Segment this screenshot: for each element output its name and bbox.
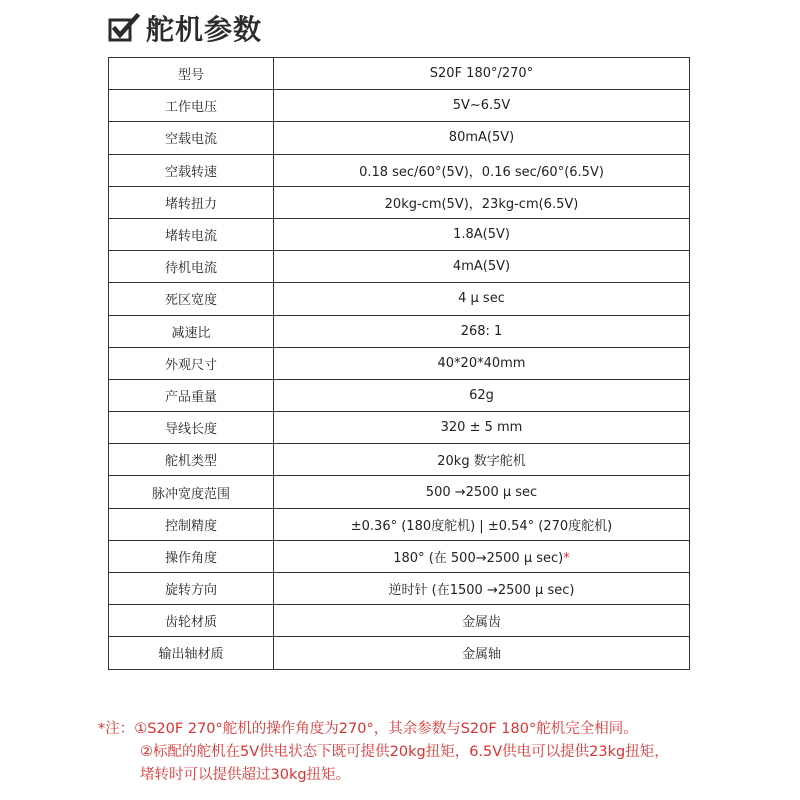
footnote-line: 堵转时可以提供超过30kg扭矩。 — [140, 767, 351, 783]
table-row — [109, 186, 690, 218]
spec-value: 4 μ sec — [458, 291, 505, 307]
spec-label: 堵转电流 — [109, 218, 274, 250]
table-row — [109, 637, 690, 669]
spec-label: 型号 — [109, 58, 274, 90]
spec-value-cell — [274, 637, 690, 669]
spec-value-cell — [274, 379, 690, 411]
spec-label: 控制精度 — [109, 508, 274, 540]
table-row — [109, 444, 690, 476]
table-row — [109, 605, 690, 637]
table-row — [109, 508, 690, 540]
spec-value: 金属齿 — [461, 615, 501, 631]
spec-label: 旋转方向 — [109, 573, 274, 605]
spec-label: 导线长度 — [109, 412, 274, 444]
spec-label: 空载电流 — [109, 122, 274, 154]
table-row — [109, 412, 690, 444]
check-icon — [108, 12, 140, 44]
spec-value: S20F 180°/270° — [429, 66, 534, 82]
spec-label: 空载转速 — [109, 154, 274, 186]
spec-label: 齿轮材质 — [109, 605, 274, 637]
table-row — [109, 251, 690, 283]
spec-value-cell — [274, 90, 690, 122]
spec-value: 320 ± 5 mm — [440, 420, 523, 436]
footnotes — [98, 718, 669, 787]
spec-label: 外观尺寸 — [109, 347, 274, 379]
spec-value: 0.18 sec/60°(5V)，0.16 sec/60°(6.5V) — [359, 164, 604, 180]
table-row — [109, 476, 690, 508]
spec-value-cell — [274, 412, 690, 444]
spec-label: 工作电压 — [109, 90, 274, 122]
table-row — [109, 540, 690, 572]
spec-label: 舵机类型 — [109, 444, 274, 476]
spec-value-cell — [274, 315, 690, 347]
spec-value: 1.8A(5V) — [453, 227, 510, 243]
spec-value: 180° (在 500→2500 μ sec) — [393, 550, 564, 566]
table-row — [109, 379, 690, 411]
spec-value: 62g — [469, 387, 494, 403]
spec-value-cell — [274, 251, 690, 283]
spec-value-cell — [274, 573, 690, 605]
spec-value-cell — [274, 444, 690, 476]
spec-value: 268: 1 — [460, 323, 503, 339]
spec-label: 脉冲宽度范围 — [109, 476, 274, 508]
spec-value: 20kg-cm(5V)，23kg-cm(6.5V) — [384, 196, 579, 212]
table-row — [109, 315, 690, 347]
spec-value: 500 →2500 μ sec — [425, 484, 538, 500]
footnote-line: *注：①S20F 270°舵机的操作角度为270°，其余参数与S20F 180°舵机完全相同。 — [98, 721, 638, 737]
section-header — [108, 6, 262, 50]
spec-label: 减速比 — [109, 315, 274, 347]
spec-label: 操作角度 — [109, 540, 274, 572]
spec-value-cell — [274, 476, 690, 508]
table-row — [109, 218, 690, 250]
spec-value-cell — [274, 283, 690, 315]
spec-value-cell — [274, 540, 690, 572]
spec-table — [108, 57, 690, 670]
spec-value-cell — [274, 154, 690, 186]
spec-value: 金属轴 — [461, 647, 501, 663]
spec-label: 死区宽度 — [109, 283, 274, 315]
spec-label: 输出轴材质 — [109, 637, 274, 669]
spec-value-cell — [274, 347, 690, 379]
spec-value: 40*20*40mm — [437, 355, 526, 371]
spec-value: 5V~6.5V — [452, 98, 511, 114]
spec-value-cell — [274, 186, 690, 218]
footnote-line: ②标配的舵机在5V供电状态下既可提供20kg扭矩，6.5V供电可以提供23kg扭矩， — [140, 744, 669, 760]
spec-label: 待机电流 — [109, 251, 274, 283]
spec-value-cell — [274, 122, 690, 154]
table-row — [109, 90, 690, 122]
spec-value: 逆时针 (在1500 →2500 μ sec) — [388, 583, 575, 599]
table-row — [109, 58, 690, 90]
spec-value-cell — [274, 605, 690, 637]
spec-value-cell — [274, 508, 690, 540]
page-title: 舵机参数 — [146, 13, 263, 46]
footnote-marker: * — [563, 550, 570, 566]
spec-value: 4mA(5V) — [452, 259, 511, 275]
spec-label: 堵转扭力 — [109, 186, 274, 218]
spec-label: 产品重量 — [109, 379, 274, 411]
table-row — [109, 573, 690, 605]
table-row — [109, 154, 690, 186]
spec-value-cell — [274, 218, 690, 250]
table-row — [109, 347, 690, 379]
spec-value-cell — [274, 58, 690, 90]
spec-value: 80mA(5V) — [448, 130, 515, 146]
table-row — [109, 283, 690, 315]
spec-value: 20kg 数字舵机 — [437, 454, 526, 470]
table-row — [109, 122, 690, 154]
spec-value: ±0.36° (180度舵机) | ±0.54° (270度舵机) — [350, 518, 613, 534]
